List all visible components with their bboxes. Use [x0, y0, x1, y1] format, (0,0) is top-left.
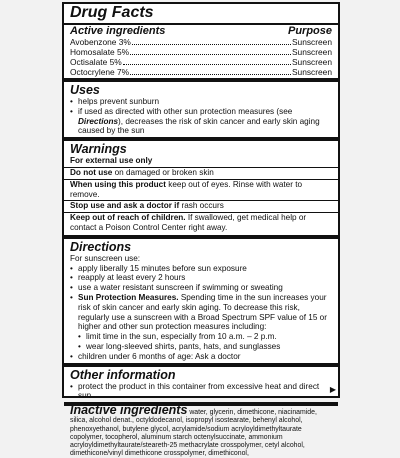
list-item: • helps prevent sunburn: [70, 97, 332, 107]
active-ingredients-heading: Active ingredients: [70, 25, 166, 37]
ingredient-purpose: Sunscreen: [291, 47, 332, 57]
ingredient-row: [70, 57, 332, 67]
list-item: • apply liberally 15 minutes before sun exposure: [70, 264, 332, 274]
ingredient-purpose: Sunscreen: [291, 67, 332, 77]
ingredient-row: [70, 37, 332, 47]
divider: [64, 235, 338, 239]
drug-facts-title: Drug Facts: [70, 4, 154, 21]
directions-title: Directions: [70, 239, 132, 254]
list-item: • if used as directed with other sun protection measures (see Directions), decreases the risk of skin cancer and early skin aging caused by the sun: [70, 107, 332, 136]
warning-stop-use: Stop use and ask a doctor if rash occurs: [70, 201, 224, 211]
continue-arrow-icon: ▶: [329, 385, 336, 394]
warning-keep-out: Keep out of reach of children. If swallowed, get medical help or contact a Poison Control Center right away.: [70, 213, 307, 232]
list-item: • Sun Protection Measures. Spending time in the sun increases your risk of skin cancer and early skin aging. To decrease this risk, regularly use a sunscreen with a Broad Spectrum SPF value of 15 or higher and other sun protection measures including:: [70, 293, 332, 332]
list-item: • children under 6 months of age: Ask a doctor: [70, 352, 332, 362]
inactive-ingredients-title: Inactive ingredients: [70, 403, 188, 418]
list-item: • use a water resistant sunscreen if swimming or sweating: [70, 283, 332, 293]
uses-list: [70, 97, 332, 136]
inactive-ingredients-text: water, glycerin, dimethicone, niacinamide, silica, alcohol denat., octyldodecanol, isopropyl isostearate, behenyl alcohol, phenoxyethanol, butylene glycol, acrylamide/sodium acryloyldimethyltaurate copolymer, tocopherol, aluminum starch octenylsuccinate, ammonium acryloyldimethyltaurate/steareth-25 methacrylate crosspolymer, cetyl alcohol, dimethicone/vinyl dimethicone crosspolymer, dimethiconol,: [70, 409, 317, 458]
ingredient-name: Octisalate 5%: [70, 57, 122, 67]
warning-do-not-use: Do not use on damaged or broken skin: [70, 167, 214, 177]
purpose-heading: Purpose: [287, 25, 332, 37]
ingredient-name: Avobenzone 3%: [70, 37, 131, 47]
divider: [64, 137, 338, 141]
inactive-ingredients: [70, 403, 332, 458]
divider: [64, 363, 338, 367]
list-item: • limit time in the sun, especially from 10 a.m. – 2 p.m.: [70, 332, 332, 342]
list-item: • protect the product in this container from excessive heat and direct sun: [70, 382, 332, 402]
other-information-title: Other information: [70, 367, 176, 382]
uses-title: Uses: [70, 83, 100, 97]
ingredient-name: Homosalate 5%: [70, 47, 130, 57]
list-item: • wear long-sleeved shirts, pants, hats, and sunglasses: [70, 342, 332, 352]
list-item: • reapply at least every 2 hours: [70, 273, 332, 283]
active-ingredients-header: [70, 25, 332, 37]
ingredient-row: [70, 47, 332, 57]
ingredient-purpose: Sunscreen: [291, 37, 332, 47]
ingredient-name: Octocrylene 7%: [70, 67, 130, 77]
warnings-title: Warnings: [70, 142, 127, 157]
drug-facts-label: [62, 2, 340, 458]
divider: [64, 78, 338, 82]
warning-external: For external use only: [70, 156, 153, 166]
warning-when-using: When using this product keep out of eyes. Rinse with water to remove.: [70, 179, 303, 199]
other-list: [70, 382, 332, 402]
directions-list: [70, 264, 332, 362]
directions-intro: For sunscreen use:: [70, 253, 141, 263]
ingredient-purpose: Sunscreen: [291, 57, 332, 67]
ingredient-list: [70, 37, 332, 77]
ingredient-row: [70, 67, 332, 77]
